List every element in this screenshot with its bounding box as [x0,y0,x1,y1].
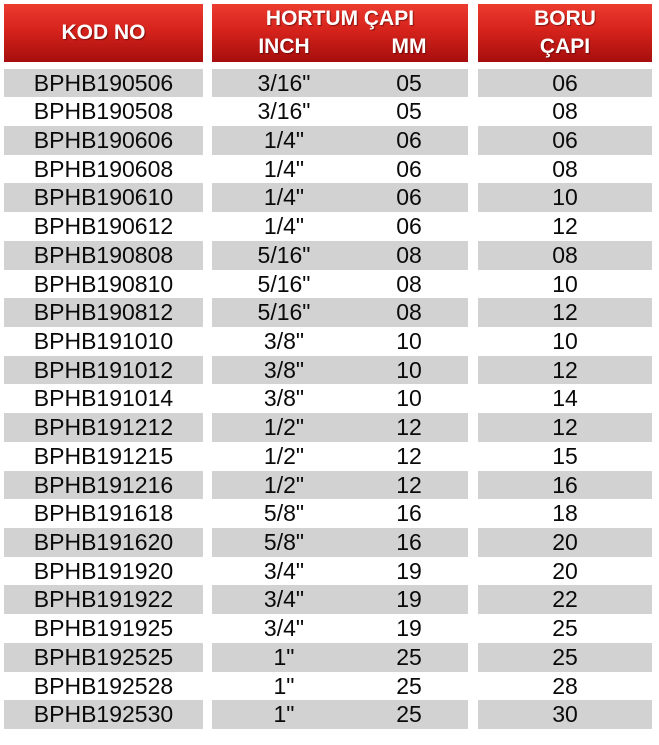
hose-inch-value: 1/4" [263,213,305,240]
table-row [0,155,659,184]
product-code-cell: BPHB191925 [33,615,174,642]
table-row [0,356,659,385]
pipe-diameter-cell: 20 [552,557,578,584]
table-row [0,413,659,442]
hose-inch-value: 3/8" [263,327,305,354]
table-row [0,471,659,500]
hose-mm-value: 12 [396,414,422,441]
hose-inch-value: 1" [273,643,295,670]
hose-mm-value: 06 [396,155,422,182]
table-row [0,183,659,212]
hose-diameter-cell [212,700,468,729]
hose-mm-value: 08 [396,241,422,268]
product-code-cell: BPHB191012 [4,356,203,385]
hose-inch-value: 1" [273,701,295,728]
pipe-diameter-cell: 14 [552,385,578,412]
hose-inch-value: 3/4" [263,586,305,613]
product-code-cell: BPHB192528 [33,672,174,699]
hose-inch-value: 3/8" [263,385,305,412]
hose-inch-value: 1/2" [263,414,305,441]
hose-diameter-cell [212,384,468,413]
product-code-cell: BPHB190610 [4,183,203,212]
hose-mm-value: 25 [396,701,422,728]
hose-mm-value: 16 [396,500,422,527]
header-pipe-diameter-cell [478,4,652,62]
hose-diameter-cell [212,614,468,643]
hose-inch-value: 1/4" [263,184,305,211]
table-row [0,672,659,701]
hose-diameter-cell [212,126,468,155]
hose-mm-value: 10 [396,327,422,354]
hose-mm-value: 25 [396,672,422,699]
product-code-cell: BPHB191212 [4,413,203,442]
product-code-cell: BPHB190812 [4,298,203,327]
table-row [0,384,659,413]
hose-diameter-cell [212,442,468,471]
hose-diameter-cell [212,183,468,212]
hose-mm-value: 05 [396,98,422,125]
hose-diameter-cell [212,585,468,614]
hose-mm-value: 19 [396,586,422,613]
hose-mm-value: 19 [396,557,422,584]
table-row [0,241,659,270]
hose-mm-value: 06 [396,126,422,153]
pipe-diameter-cell: 18 [552,500,578,527]
table-row [0,499,659,528]
table-row [0,69,659,98]
hose-mm-value: 12 [396,471,422,498]
product-code-cell: BPHB191216 [4,471,203,500]
hose-inch-value: 1/2" [263,471,305,498]
hose-mm-value: 06 [396,184,422,211]
product-code-cell: BPHB190606 [4,126,203,155]
hose-mm-value: 16 [396,529,422,555]
pipe-diameter-cell: 10 [552,327,578,354]
hose-diameter-cell [212,212,468,241]
hose-mm-value: 12 [396,442,422,469]
hose-inch-value: 5/16" [257,241,311,268]
table-row [0,585,659,614]
table-row [0,643,659,672]
product-code-cell: BPHB192530 [4,700,203,729]
hose-diameter-cell [212,672,468,701]
pipe-diameter-cell: 16 [478,471,652,500]
table-row [0,298,659,327]
pipe-diameter-cell: 20 [478,528,652,557]
product-code-cell: BPHB191920 [33,557,174,584]
pipe-diameter-cell: 12 [478,298,652,327]
product-code-cell: BPHB191620 [4,528,203,557]
header-mm-label: MM [391,35,427,58]
table-row [0,557,659,586]
hose-mm-value: 06 [396,213,422,240]
hose-inch-value: 1" [273,672,295,699]
table-row [0,442,659,471]
pipe-diameter-cell: 12 [478,356,652,385]
header-inch-label: INCH [258,35,310,58]
header-pipe-label-line2: ÇAPI [539,35,591,58]
hose-inch-value: 1/4" [263,155,305,182]
table-row [0,270,659,299]
hose-mm-value: 25 [396,643,422,670]
product-table-body [0,69,659,730]
hose-inch-value: 3/16" [257,69,311,96]
hose-diameter-cell [212,413,468,442]
table-row [0,327,659,356]
pipe-diameter-cell: 28 [552,672,578,699]
pipe-diameter-cell: 30 [478,700,652,729]
product-code-cell: BPHB191618 [33,500,174,527]
product-code-cell: BPHB190810 [33,270,174,297]
table-row [0,614,659,643]
header-hose-diameter-cell [212,4,468,62]
hose-inch-value: 3/16" [257,98,311,125]
product-code-cell: BPHB190508 [33,98,174,125]
hose-inch-value: 5/16" [257,270,311,297]
hose-diameter-cell [212,327,468,356]
header-hose-diameter-label: HORTUM ÇAPI [265,7,415,30]
hose-mm-value: 19 [396,615,422,642]
pipe-diameter-cell: 08 [552,98,578,125]
table-row [0,528,659,557]
table-row [0,126,659,155]
hose-diameter-cell [212,241,468,270]
table-row [0,700,659,729]
hose-inch-value: 5/16" [257,299,311,326]
hose-diameter-cell [212,528,468,557]
hose-mm-value: 10 [396,385,422,412]
product-code-cell: BPHB190506 [4,69,203,98]
product-code-cell: BPHB191014 [33,385,174,412]
table-row [0,212,659,241]
product-code-cell: BPHB190808 [4,241,203,270]
hose-diameter-cell [212,499,468,528]
hose-mm-value: 05 [396,69,422,96]
hose-diameter-cell [212,97,468,126]
pipe-diameter-cell: 22 [478,585,652,614]
product-code-cell: BPHB190612 [33,213,174,240]
pipe-diameter-cell: 25 [552,615,578,642]
hose-inch-value: 1/2" [263,442,305,469]
hose-inch-value: 5/8" [263,500,305,527]
pipe-diameter-cell: 06 [478,126,652,155]
pipe-diameter-cell: 06 [478,69,652,98]
pipe-diameter-cell: 08 [478,241,652,270]
hose-inch-value: 3/4" [263,615,305,642]
table-row [0,97,659,126]
hose-diameter-cell [212,270,468,299]
pipe-diameter-cell: 12 [478,413,652,442]
hose-diameter-cell [212,298,468,327]
product-code-cell: BPHB191922 [4,585,203,614]
pipe-diameter-cell: 25 [478,643,652,672]
hose-diameter-cell [212,557,468,586]
pipe-diameter-cell: 12 [552,213,578,240]
header-code-label: KOD NO [61,21,146,44]
pipe-diameter-cell: 15 [552,442,578,469]
pipe-diameter-cell: 10 [552,270,578,297]
product-code-cell: BPHB191215 [33,442,174,469]
hose-diameter-cell [212,471,468,500]
hose-diameter-cell [212,356,468,385]
pipe-diameter-cell: 08 [552,155,578,182]
hose-inch-value: 5/8" [263,529,305,555]
header-code-cell [4,4,203,62]
product-code-cell: BPHB192525 [4,643,203,672]
hose-diameter-cell [212,155,468,184]
hose-inch-value: 3/8" [263,356,305,383]
pipe-diameter-cell: 10 [478,183,652,212]
hose-diameter-cell [212,69,468,98]
hose-mm-value: 10 [396,356,422,383]
hose-mm-value: 08 [396,299,422,326]
hose-inch-value: 3/4" [263,557,305,584]
product-code-cell: BPHB190608 [33,155,174,182]
product-code-cell: BPHB191010 [33,327,174,354]
hose-inch-value: 1/4" [263,126,305,153]
header-pipe-label-line1: BORU [534,7,596,30]
hose-diameter-cell [212,643,468,672]
hose-mm-value: 08 [396,270,422,297]
